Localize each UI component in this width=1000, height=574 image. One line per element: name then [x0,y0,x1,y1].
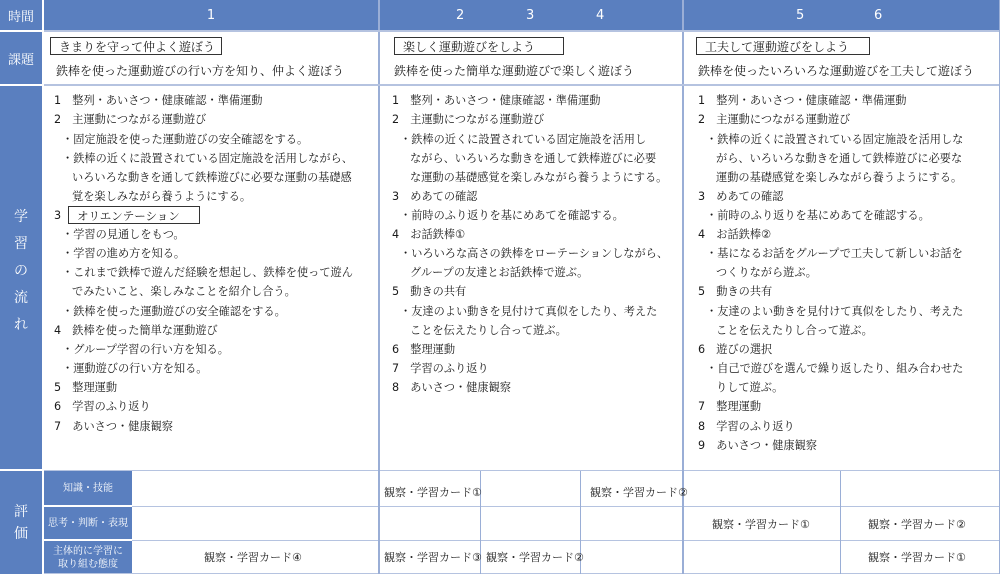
flow-line: 2 主運動につながる運動遊び [698,113,851,126]
period-2: 2 [456,7,465,23]
flow-line: がら、いろいろな動きを通して鉄棒遊びに必要な [716,152,963,165]
flow-line: 7 整理運動 [698,400,762,413]
flow-label-char: れ [14,317,28,333]
time-header-col1: 1 [44,0,378,30]
eval-row-label-attitude [44,541,132,574]
grid-line [44,84,1000,86]
flow-line: 1 整列・あいさつ・健康確認・準備運動 [54,94,263,107]
flow-line: ことを伝えたりし合って遊ぶ。 [410,324,567,337]
flow-line: 運動の基礎感覚を楽しみながら養うようにする。 [716,171,963,184]
flow-line: 3 めあての確認 [698,190,784,203]
theme-box-col3: 工夫して運動遊びをしよう [696,37,870,55]
flow-label-char: 学 [14,209,28,225]
eval-label-char: 評 [14,504,28,520]
flow-line: ・学習の見通しをもつ。 [62,228,185,241]
flow-line: 3 めあての確認 [392,190,478,203]
flow-line: ことを伝えたりし合って遊ぶ。 [716,324,873,337]
eval-row-label-line: 取り組む態度 [58,558,118,570]
theme-sub-col1: 鉄棒を使った運動遊びの行い方を知り、仲よく遊ぼう [56,64,345,78]
time-header-col3 [684,0,1000,30]
flow-label-char: の [14,263,28,279]
flow-line: いろいろな動きを通して鉄棒遊びに必要な運動の基礎感 [72,171,352,184]
eval-cell: 観察・学習カード① [712,518,810,531]
period-5: 5 [796,7,805,23]
flow-label-char: 流 [14,290,28,306]
eval-cell: 観察・学習カード① [868,551,966,564]
time-header-col2 [380,0,682,30]
orientation-box: オリエンテーション [68,206,200,224]
flow-line: 6 学習のふり返り [54,400,151,413]
flow-line: ・学習の進め方を知る。 [62,247,186,260]
flow-line: ・運動遊びの行い方を知る。 [62,362,208,375]
theme-sub-col3: 鉄棒を使ったいろいろな運動遊びを工夫して遊ぼう [698,64,975,78]
flow-line: グループの友達とお話鉄棒で遊ぶ。 [410,266,589,279]
flow-line: 8 あいさつ・健康観察 [392,381,511,394]
flow-line: 1 整列・あいさつ・健康確認・準備運動 [392,94,601,107]
theme-box-col2: 楽しく運動遊びをしよう [394,37,564,55]
grid-line [44,470,1000,471]
flow-line: 5 動きの共有 [392,285,467,298]
flow-line: 9 あいさつ・健康観察 [698,439,817,452]
flow-line: りして遊ぶ。 [716,381,784,394]
flow-line: 6 遊びの選択 [698,343,773,356]
flow-line: 7 学習のふり返り [392,362,489,375]
theme-row-label: 課題 [0,32,42,84]
flow-line: 4 鉄棒を使った簡単な運動遊び [54,324,218,337]
grid-line [378,0,380,574]
flow-line: ・いろいろな高さの鉄棒をローテーションしながら、 [400,247,669,260]
theme-box-col1: きまりを守って仲よく遊ぼう [50,37,222,55]
flow-line: 5 動きの共有 [698,285,773,298]
theme-sub-col2: 鉄棒を使った簡単な運動遊びで楽しく遊ぼう [394,64,635,78]
flow-line: ・グループ学習の行い方を知る。 [62,343,229,356]
eval-row-label-thinking: 思考・判断・表現 [44,507,132,539]
flow-line: 2 主運動につながる運動遊び [392,113,545,126]
flow-line: ・鉄棒の近くに設置されている固定施設を活用し [400,133,647,146]
flow-label-char: 習 [14,236,28,252]
eval-cell: 観察・学習カード③ [384,551,482,564]
flow-line: 4 お話鉄棒① [392,228,466,241]
eval-label-char: 価 [14,526,28,542]
eval-row-label-line: 主体的に学習に [53,545,123,557]
flow-line: 8 学習のふり返り [698,420,795,433]
flow-line: ・前時のふり返りを基にめあてを確認する。 [706,209,930,222]
eval-cell: 観察・学習カード④ [204,551,302,564]
flow-line: ・自己で遊びを選んで繰り返したり、組み合わせた [706,362,964,375]
grid-line [132,506,1000,507]
flow-line: 7 あいさつ・健康観察 [54,420,173,433]
flow-line: ・鉄棒の近くに設置されている固定施設を活用しながら、 [62,152,353,165]
flow-line: ・これまで鉄棒で遊んだ経験を想起し、鉄棒を使って遊ん [62,266,353,279]
flow-line: ・前時のふり返りを基にめあてを確認する。 [400,209,624,222]
eval-row-label-knowledge: 知識・技能 [44,471,132,505]
eval-cell: 観察・学習カード② [868,518,966,531]
flow-line: 3 [54,209,62,222]
period-4: 4 [596,7,605,23]
period-6: 6 [874,7,883,23]
flow-line: 1 整列・あいさつ・健康確認・準備運動 [698,94,907,107]
flow-line: ながら、いろいろな動きを通して鉄棒遊びに必要 [410,152,657,165]
flow-line: 覚を楽しみながら養うようにする。 [72,190,252,203]
flow-line: ・鉄棒を使った運動遊びの安全確認をする。 [62,305,286,318]
grid-line [840,471,841,574]
flow-line: ・友達のよい動きを見付けて真似をしたり、考えた [706,305,964,318]
eval-cell: 観察・学習カード① [384,486,482,499]
eval-cell: 観察・学習カード② [486,551,584,564]
grid-line [44,30,1000,32]
period-3: 3 [526,7,535,23]
flow-line: 6 整理運動 [392,343,456,356]
flow-line: ・基になるお話をグループで工夫して新しいお話を [706,247,963,260]
evaluation-label [0,471,42,574]
flow-line: でみたいこと、楽しみなことを紹介し合う。 [72,285,296,298]
time-header-label: 時間 [0,0,42,30]
flow-line: ・固定施設を使った運動遊びの安全確認をする。 [62,133,309,146]
flow-line: ・鉄棒の近くに設置されている固定施設を活用しな [706,133,964,146]
flow-line: な運動の基礎感覚を楽しみながら養うようにする。 [410,171,668,184]
grid-line [132,540,1000,541]
flow-line: 4 お話鉄棒② [698,228,772,241]
flow-line: ・友達のよい動きを見付けて真似をしたり、考えた [400,305,658,318]
flow-line: 5 整理運動 [54,381,118,394]
flow-line: つくりながら遊ぶ。 [716,266,817,279]
eval-cell: 観察・学習カード② [590,486,688,499]
flow-line: 2 主運動につながる運動遊び [54,113,207,126]
flow-row-label [0,86,42,469]
